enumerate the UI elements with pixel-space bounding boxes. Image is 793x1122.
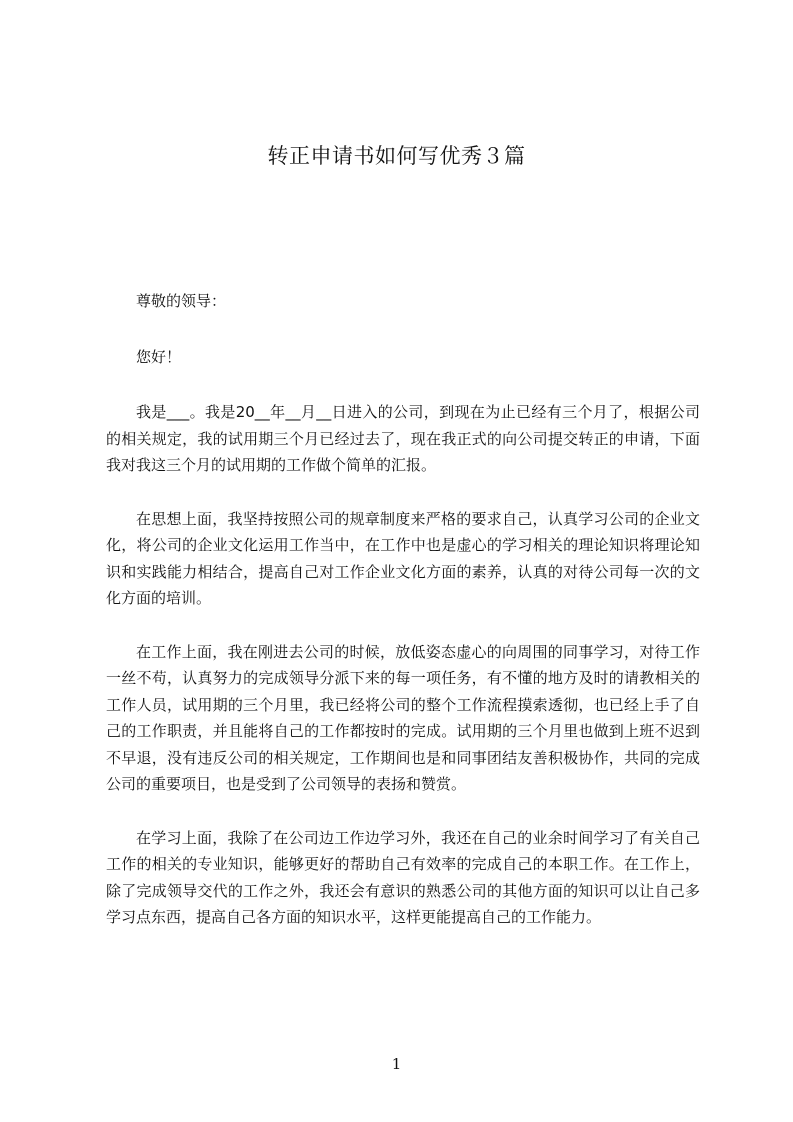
paragraph-study: 在学习上面，我除了在公司边工作边学习外，我还在自己的业余时间学习了有关自己工作的相关的专业知识，能够更好的帮助自己有效率的完成自己的本职工作。在工作上，除了完成领导交代的工作之外，我还会有意识的熟悉公司的其他方面的知识可以让自己多学习点东西，提高自己各方面的知识水平，这样更能提高自己的工作能力。	[106, 828, 700, 926]
salutation: 尊敬的领导：	[136, 292, 227, 310]
paragraph-thought: 在思想上面，我坚持按照公司的规章制度来严格的要求自己，认真学习公司的企业文化，将公司的企业文化运用工作当中，在工作中也是虚心的学习相关的理论知识将理论知识和实践能力相结合，提高自己对工作企业文化方面的素养，认真的对待公司每一次的文化方面的培训。	[106, 509, 700, 607]
greeting: 您好！	[136, 347, 182, 366]
paragraph-work: 在工作上面，我在刚进去公司的时候，放低姿态虚心的向周围的同事学习，对待工作一丝不苟，认真努力的完成领导分派下来的每一项任务，有不懂的地方及时的请教相关的工作人员，试用期的三个月里，我已经将公司的整个工作流程摸索透彻，也已经上手了自己的工作职责，并且能将自己的工作都按时的完成。试用期的三个月里也做到上班不迟到不早退，没有违反公司的相关规定，工作期间也是和同事团结友善积极协作，共同的完成公司的重要项目，也是受到了公司领导的表扬和赞赏。	[106, 642, 700, 793]
paragraph-intro: 我是___。我是20__年__月__日进入的公司，到现在为止已经有三个月了，根据公司的相关规定，我的试用期三个月已经过去了，现在我正式的向公司提交转正的申请，下面我对我这三个月的试用期的工作做个简单的汇报。	[106, 403, 700, 474]
page-title: 转正申请书如何写优秀３篇	[267, 144, 526, 168]
document-body	[106, 288, 700, 958]
page-number: 1	[391, 1055, 402, 1073]
